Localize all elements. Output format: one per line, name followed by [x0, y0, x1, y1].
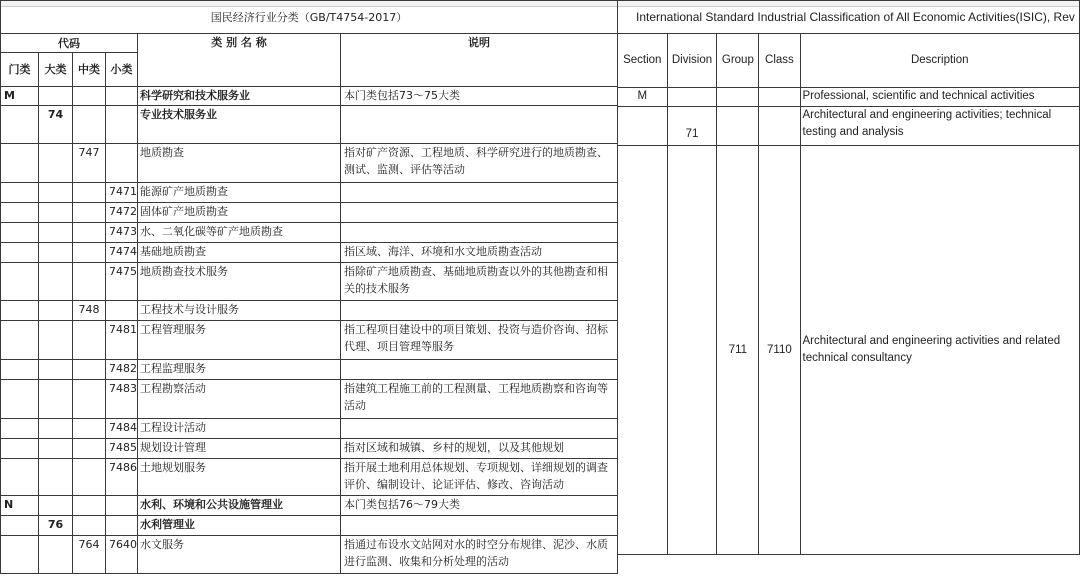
header-group: Group [717, 34, 759, 88]
header-code: 代码 [1, 34, 138, 53]
empty-cell [717, 88, 759, 107]
cell-xiao: 7483 [106, 380, 138, 419]
table-row [1, 203, 618, 223]
isic-desc-m: Professional, scientific and technical activities [800, 88, 1079, 107]
cell-zhong [73, 380, 106, 419]
cell-name: 固体矿产地质勘查 [138, 203, 341, 223]
cell-da [39, 321, 73, 360]
cell-xiao: 7481 [106, 321, 138, 360]
table-row [1, 321, 618, 360]
cell-name: 水、二氧化碳等矿产地质勘查 [138, 223, 341, 243]
cell-da: 74 [39, 106, 73, 144]
cell-desc [341, 183, 618, 203]
cell-men [1, 203, 39, 223]
cell-men [1, 144, 39, 183]
cell-da [39, 496, 73, 516]
header-xiao: 小类 [106, 53, 138, 87]
cell-xiao [106, 144, 138, 183]
cell-zhong: 748 [73, 301, 106, 321]
cell-men [1, 459, 39, 496]
empty-cell [717, 107, 759, 146]
cell-name: 水利管理业 [138, 516, 341, 536]
cell-xiao: 7471 [106, 183, 138, 203]
cell-men [1, 439, 39, 459]
cell-men [1, 243, 39, 263]
cell-zhong [73, 496, 106, 516]
cell-xiao: 7640 [106, 536, 138, 574]
cell-da [39, 223, 73, 243]
cell-da [39, 263, 73, 301]
cell-men [1, 263, 39, 301]
cell-da [39, 380, 73, 419]
cell-men: N [1, 496, 39, 516]
table-row [1, 419, 618, 439]
isic-classification-table [617, 0, 1080, 555]
cell-xiao: 7486 [106, 459, 138, 496]
table-row [1, 144, 618, 183]
cell-zhong [73, 321, 106, 360]
cell-name: 工程监理服务 [138, 360, 341, 380]
cell-desc: 指对矿产资源、工程地质、科学研究进行的地质勘查、测试、监测、评估等活动 [341, 144, 618, 183]
cell-xiao: 7485 [106, 439, 138, 459]
cell-da [39, 419, 73, 439]
empty-cell [667, 88, 717, 107]
header-da: 大类 [39, 53, 73, 87]
cell-men [1, 321, 39, 360]
table-row [1, 439, 618, 459]
cell-desc [341, 516, 618, 536]
cell-name: 工程设计活动 [138, 419, 341, 439]
cell-zhong [73, 263, 106, 301]
cell-men [1, 183, 39, 203]
cell-name: 水利、环境和公共设施管理业 [138, 496, 341, 516]
cell-da: 76 [39, 516, 73, 536]
table-row [1, 183, 618, 203]
cell-name: 能源矿产地质勘查 [138, 183, 341, 203]
cell-name: 科学研究和技术服务业 [138, 87, 341, 106]
cell-men [1, 419, 39, 439]
cell-desc: 本门类包括73～75大类 [341, 87, 618, 106]
table-row [1, 459, 618, 496]
table-row [1, 243, 618, 263]
isic-group-711: 711 [717, 146, 759, 555]
cell-name: 地质勘查技术服务 [138, 263, 341, 301]
gb-table-body [1, 87, 618, 574]
table-row [1, 301, 618, 321]
cell-zhong: 747 [73, 144, 106, 183]
table-row [1, 263, 618, 301]
table-row [1, 106, 618, 144]
cell-desc: 指除矿产地质勘查、基础地质勘查以外的其他勘查和相关的技术服务 [341, 263, 618, 301]
cell-name: 工程技术与设计服务 [138, 301, 341, 321]
cell-xiao: 7473 [106, 223, 138, 243]
cell-men [1, 380, 39, 419]
empty-cell [618, 107, 668, 146]
table-row [1, 496, 618, 516]
cell-zhong [73, 516, 106, 536]
cell-name: 工程管理服务 [138, 321, 341, 360]
cell-xiao [106, 516, 138, 536]
cell-zhong [73, 223, 106, 243]
cell-men [1, 516, 39, 536]
header-division: Division [667, 34, 717, 88]
cell-zhong: 764 [73, 536, 106, 574]
cell-desc: 指工程项目建设中的项目策划、投资与造价咨询、招标代理、项目管理等服务 [341, 321, 618, 360]
cell-xiao: 7475 [106, 263, 138, 301]
cell-desc: 指通过布设水文站网对水的时空分布规律、泥沙、水质进行监测、收集和分析处理的活动 [341, 536, 618, 574]
isic-desc-711: Architectural and engineering activities and related technical consultancy [800, 146, 1079, 555]
empty-cell [667, 146, 717, 555]
isic-section-m: M [618, 88, 668, 107]
cell-zhong [73, 360, 106, 380]
header-zhong: 中类 [73, 53, 106, 87]
header-en-description: Description [800, 34, 1079, 88]
cell-men [1, 360, 39, 380]
cell-men [1, 106, 39, 144]
cell-name: 土地规划服务 [138, 459, 341, 496]
cell-da [39, 536, 73, 574]
cell-xiao [106, 301, 138, 321]
isic-class-7110: 7110 [759, 146, 800, 555]
cell-da [39, 459, 73, 496]
cell-zhong [73, 203, 106, 223]
empty-cell [759, 107, 800, 146]
cell-desc [341, 360, 618, 380]
isic-division-71: 71 [667, 107, 717, 146]
header-category-name: 类 别 名 称 [138, 34, 341, 87]
cell-desc: 本门类包括76～79大类 [341, 496, 618, 516]
cell-xiao: 7482 [106, 360, 138, 380]
cell-name: 规划设计管理 [138, 439, 341, 459]
table-row [1, 223, 618, 243]
table-row [1, 536, 618, 574]
header-class: Class [759, 34, 800, 88]
isic-desc-71: Architectural and engineering activities; technical testing and analysis [800, 107, 1079, 146]
cell-name: 工程勘察活动 [138, 380, 341, 419]
cell-men [1, 223, 39, 243]
cell-xiao: 7472 [106, 203, 138, 223]
cell-name: 水文服务 [138, 536, 341, 574]
cell-desc [341, 203, 618, 223]
gb-title: 国民经济行业分类（GB/T4754-2017） [1, 1, 618, 34]
cell-da [39, 144, 73, 183]
cell-desc: 指开展土地利用总体规划、专项规划、详细规划的调查评价、编制设计、论证评估、修改、咨询活动 [341, 459, 618, 496]
cell-name: 基础地质勘查 [138, 243, 341, 263]
table-row [1, 360, 618, 380]
cell-da [39, 439, 73, 459]
cell-da [39, 243, 73, 263]
cell-desc: 指区域、海洋、环境和水文地质勘查活动 [341, 243, 618, 263]
header-men: 门类 [1, 53, 39, 87]
cell-xiao [106, 106, 138, 144]
cell-xiao: 7474 [106, 243, 138, 263]
cell-desc: 指对区域和城镇、乡村的规划，以及其他规划 [341, 439, 618, 459]
cell-xiao [106, 87, 138, 106]
cell-zhong [73, 87, 106, 106]
cell-da [39, 87, 73, 106]
cell-xiao: 7484 [106, 419, 138, 439]
cell-zhong [73, 439, 106, 459]
cell-men [1, 536, 39, 574]
cell-men [1, 301, 39, 321]
table-row [1, 87, 618, 106]
cell-desc [341, 223, 618, 243]
header-section: Section [618, 34, 668, 88]
cell-xiao [106, 496, 138, 516]
cell-name: 地质勘查 [138, 144, 341, 183]
cell-zhong [73, 419, 106, 439]
table-row [1, 516, 618, 536]
cell-desc: 指建筑工程施工前的工程测量、工程地质勘察和咨询等活动 [341, 380, 618, 419]
cell-desc [341, 301, 618, 321]
cell-da [39, 183, 73, 203]
isic-title: International Standard Industrial Classification of All Economic Activities(ISIC), Rev [618, 1, 1080, 34]
cell-da [39, 203, 73, 223]
cell-name: 专业技术服务业 [138, 106, 341, 144]
cell-da [39, 360, 73, 380]
cell-da [39, 301, 73, 321]
cell-zhong [73, 459, 106, 496]
table-row [1, 380, 618, 419]
empty-cell [759, 88, 800, 107]
cell-desc [341, 419, 618, 439]
empty-cell [618, 146, 668, 555]
cell-zhong [73, 183, 106, 203]
cell-zhong [73, 106, 106, 144]
cell-desc [341, 106, 618, 144]
cell-men: M [1, 87, 39, 106]
cell-zhong [73, 243, 106, 263]
header-description: 说明 [341, 34, 618, 87]
